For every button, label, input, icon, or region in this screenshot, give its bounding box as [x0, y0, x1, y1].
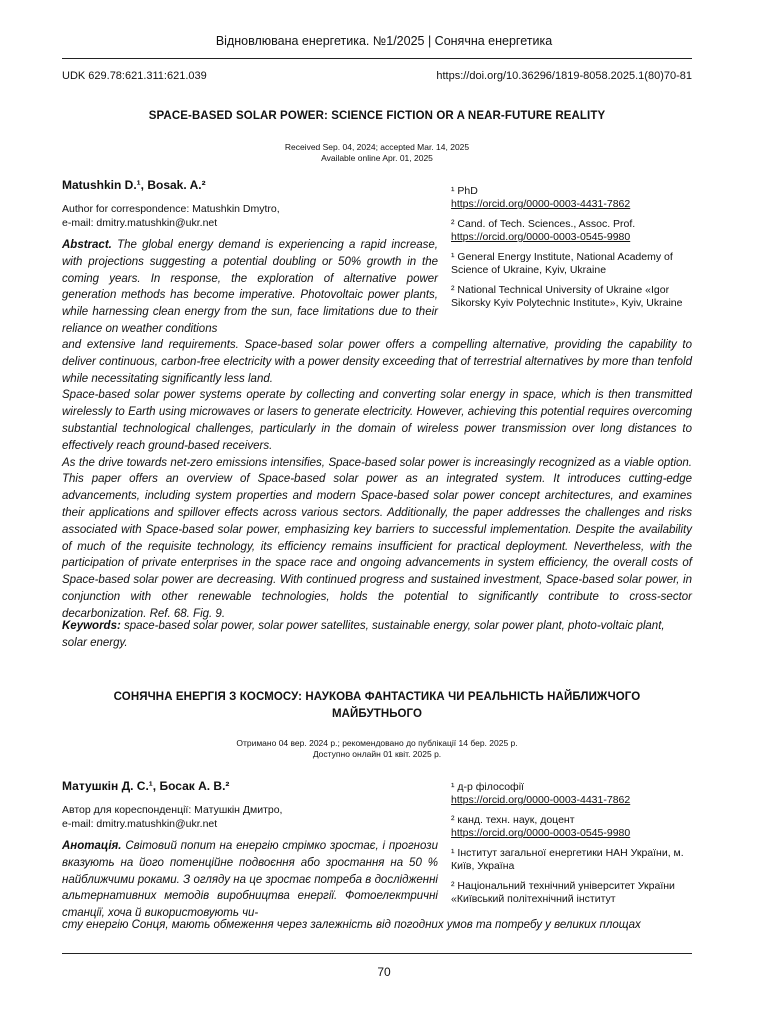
correspondence-email[interactable]: e-mail: dmitry.matushkin@ukr.net [62, 217, 218, 229]
received-date: Отримано 04 вер. 2024 р.; рекомендовано до публікації 14 бер. 2025 р. [236, 738, 518, 748]
english-abstract-body [62, 337, 692, 623]
affiliation-note [451, 781, 696, 807]
footer-rule [62, 953, 692, 954]
ukrainian-authors: Матушкін Д. С.¹, Босак А. В.² [62, 779, 230, 793]
header-rule [62, 58, 692, 59]
english-affiliation-notes [451, 185, 696, 317]
note-label: ¹ PhD [451, 185, 478, 197]
keywords-label: Keywords: [62, 620, 121, 632]
affiliation-note [451, 185, 696, 211]
ukrainian-title [62, 689, 692, 723]
meta-row [62, 70, 692, 82]
affiliation-note [451, 847, 696, 873]
ukrainian-dates [62, 738, 692, 760]
abstract-label: Анотація. [62, 840, 122, 852]
english-correspondence [62, 202, 280, 230]
affiliation-note [451, 814, 696, 840]
english-abstract-start [62, 237, 438, 338]
journal-header: Відновлювана енергетика. №1/2025 | Сонячна енергетика [215, 34, 553, 48]
note-label: ¹ General Energy Institute, National Academy of Science of Ukraine, Kyiv, Ukraine [451, 251, 673, 276]
english-keywords [62, 618, 692, 652]
english-dates [62, 142, 692, 164]
ukrainian-abstract-body [62, 917, 692, 934]
orcid-link[interactable]: https://orcid.org/0000-0003-4431-7862 [451, 198, 631, 210]
ukrainian-abstract-start [62, 838, 438, 922]
note-label: ² Національний технічний університет України «Київський політехнічний інститут [451, 880, 675, 905]
orcid-link[interactable]: https://orcid.org/0000-0003-0545-9980 [451, 827, 631, 839]
abstract-paragraph: Space-based solar power systems operate by collecting and converting solar energy in space, which is then transmitted wirelessly to Earth using microwaves or lasers to generate electricity. However, achieving this potential requires overcoming substantial technological challenges, particularly in the domain of wireless power transmission over long distances to effectively reach ground-based receivers. [62, 389, 692, 452]
english-title: SPACE-BASED SOLAR POWER: SCIENCE FICTION OR A NEAR-FUTURE REALITY [148, 110, 606, 122]
abstract-label: Abstract. [62, 239, 112, 251]
english-authors: Matushkin D.¹, Bosak. A.² [62, 178, 206, 192]
affiliation-note [451, 284, 696, 310]
note-label: ¹ д-р філософії [451, 781, 524, 793]
doi-link[interactable]: https://doi.org/10.36296/1819-8058.2025.1(80)70-81 [436, 70, 692, 82]
correspondence-author: Author for correspondence: Matushkin Dmytro, [62, 203, 280, 215]
note-label: ² National Technical University of Ukraine «Igor Sikorsky Kyiv Polytechnic Institute», Kyiv, Ukraine [451, 284, 683, 309]
abstract-paragraph: сту енергію Сонця, мають обмеження через залежність від погодних умов та потребу у великих площах [62, 919, 641, 931]
abstract-text: The global energy demand is experiencing a rapid increase, with projections suggesting a potential doubling or 50% growth in the coming years. In response, the exploration of alternative power generation methods has become imperative. Photovoltaic power plants, while harnessing clean energy from the sun, face limitations due to their reliance on weather conditions [62, 239, 438, 335]
orcid-link[interactable]: https://orcid.org/0000-0003-0545-9980 [451, 231, 631, 243]
orcid-link[interactable]: https://orcid.org/0000-0003-4431-7862 [451, 794, 631, 806]
page-number: 70 [377, 965, 391, 979]
title-line: СОНЯЧНА ЕНЕРГІЯ З КОСМОСУ: НАУКОВА ФАНТАСТИКА ЧИ РЕАЛЬНІСТЬ НАЙБЛИЖЧОГО [113, 691, 641, 703]
correspondence-email[interactable]: e-mail: dmitry.matushkin@ukr.net [62, 818, 218, 830]
abstract-paragraph: As the drive towards net-zero emissions intensifies, Space-based solar power is increasingly recognized as a viable option. This paper offers an overview of Space-based solar power as an integrated system. It introduces cutting-edge advancements, including system properties and modern Space-based solar power concept architectures, and examines their applications and spillover effects across various sectors. Additionally, the paper addresses the challenges and risks associated with Space-based solar power, emphasizing key barriers to successful implementation. Despite the availability of much of the requisite technology, its efficiency remains insufficient for practical deployment. Nevertheless, with the participation of private enterprises in the space race and ongoing advancements in system efficiency, the overall costs of Space-based solar power are decreasing. With continued progress and sustained investment, Space-based solar power, in conjunction with other renewable technologies, holds the potential to significantly contribute to cross-sector decarbonization. Ref. 68. Fig. 9. [62, 456, 692, 620]
ukrainian-affiliation-notes [451, 781, 696, 913]
affiliation-note [451, 218, 696, 244]
keywords-text: space-based solar power, solar power satellites, sustainable energy, solar power plant, photo-voltaic plant, solar energy. [62, 620, 665, 649]
correspondence-author: Автор для кореспонденції: Матушкін Дмитро, [62, 804, 283, 816]
note-label: ² канд. техн. наук, доцент [451, 814, 575, 826]
available-date: Available online Apr. 01, 2025 [321, 153, 433, 163]
udk-code: UDK 629.78:621.311:621.039 [62, 70, 207, 82]
note-label: ² Cand. of Tech. Sciences., Assoc. Prof. [451, 218, 636, 230]
note-label: ¹ Інститут загальної енергетики НАН України, м. Київ, Україна [451, 847, 684, 872]
abstract-text: Світовий попит на енергію стрімко зростає, і прогнози вказують на його потенційне подвоєння або зростання на 50 % найближчими роками. З огляду на це зростає потреба в дослідженні альтернативних методів виробництва енергії. Фотоелектричні станції, хоча й використовують чи- [62, 840, 438, 920]
abstract-paragraph: and extensive land requirements. Space-based solar power offers a compelling alternative, providing the capability to deliver continuous, carbon-free electricity with a power density exceeding that of terrestrial alternatives by more than tenfold while necessitating significantly less land. [62, 339, 692, 385]
received-date: Received Sep. 04, 2024; accepted Mar. 14, 2025 [284, 142, 470, 152]
title-line: МАЙБУТНЬОГО [331, 708, 423, 720]
affiliation-note [451, 880, 696, 906]
available-date: Доступно онлайн 01 квіт. 2025 р. [312, 749, 442, 759]
ukrainian-correspondence [62, 803, 282, 831]
affiliation-note [451, 251, 696, 277]
